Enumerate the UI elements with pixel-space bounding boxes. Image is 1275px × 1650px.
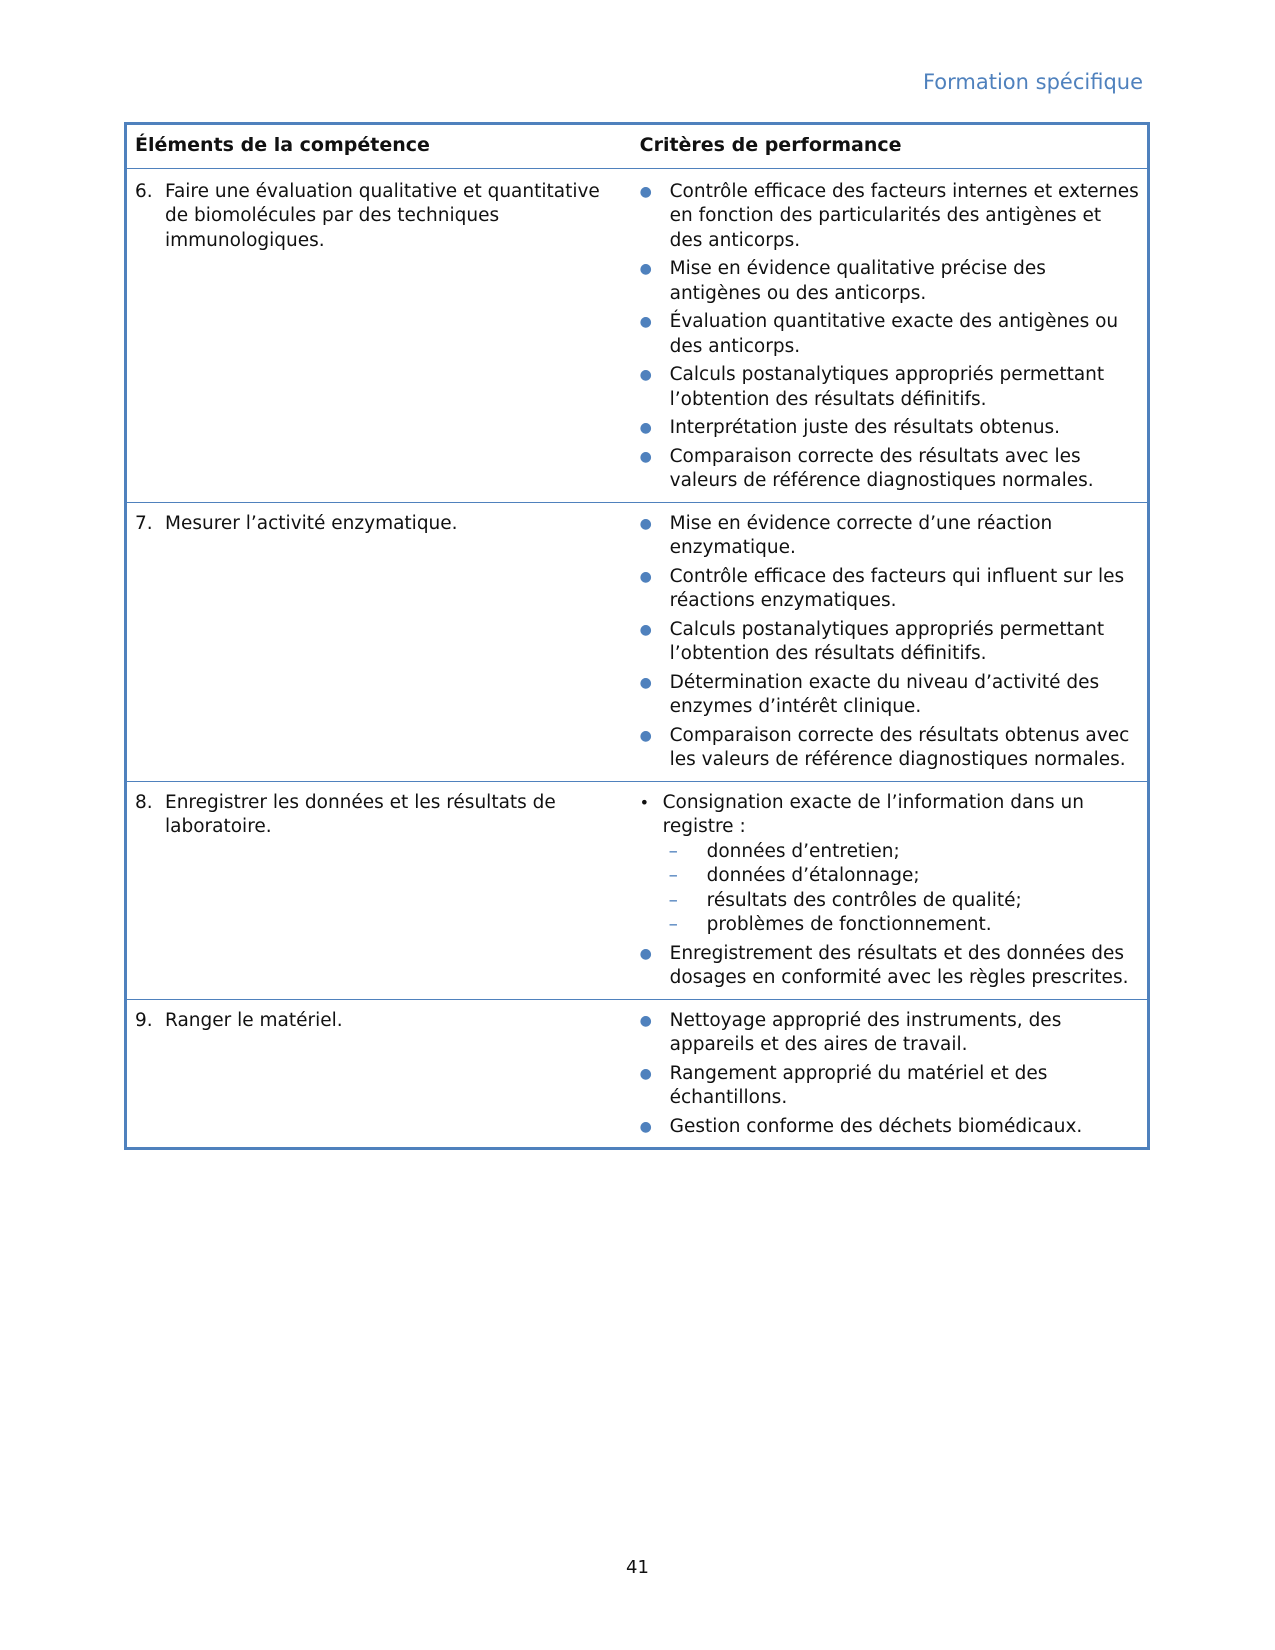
list-item: ● Calculs postanalytiques appropriés permettant l’obtention des résultats définitifs. [639,618,1105,664]
element-number: 7. [135,512,153,534]
element-cell [126,999,632,1149]
table-header-row [126,124,1149,169]
bullet-icon: ● [639,945,652,962]
bullet-icon: ● [639,674,652,691]
sub-list [663,840,1139,938]
bullet-icon: ● [639,727,652,744]
list-item: ● Comparaison correcte des résultats obtenus avec les valeurs de référence diagnostiques normales. [639,724,1130,770]
list-item: ● Comparaison correcte des résultats avec les valeurs de référence diagnostiques normales. [639,445,1094,491]
element-text: Mesurer l’activité enzymatique. [165,512,458,534]
list-item: ● Évaluation quantitative exacte des antigènes ou des anticorps. [639,311,1119,357]
bullet-icon: ● [639,621,652,638]
bullet-icon: ● [639,1065,652,1082]
element-text: Enregistrer les données et les résultats de laboratoire. [165,791,556,837]
bullet-icon: ● [639,448,652,465]
list-item: ● Nettoyage approprié des instruments, des appareils et des aires de travail. [639,1009,1062,1055]
list-item: ● Calculs postanalytiques appropriés permettant l’obtention des résultats définitifs. [639,364,1105,410]
bullet-icon: ● [639,568,652,585]
element-number: 9. [135,1009,153,1031]
sub-list-item: – résultats des contrôles de qualité; [663,889,1139,914]
element-number: 6. [135,180,153,202]
criteria-cell [632,168,1149,502]
list-item: ● Enregistrement des résultats et des données des dosages en conformité avec les règles prescrites. [639,942,1129,988]
list-item: ● Gestion conforme des déchets biomédicaux. [640,1115,1139,1140]
bullet-icon: ● [639,1118,652,1135]
column-header-criteria: Critères de performance [639,134,902,156]
list-item: ● Mise en évidence correcte d’une réaction enzymatique. [639,512,1053,558]
dash-icon: – [668,889,678,911]
dash-icon: – [668,865,678,886]
element-number: 8. [135,791,153,813]
section-title: Formation spécifique [922,70,1143,94]
element-cell [126,168,632,502]
sub-list-item: – problèmes de fonctionnement. [663,913,1139,938]
element-cell [126,781,632,999]
bullet-icon: ● [639,420,652,436]
element-text: Ranger le matériel. [165,1009,343,1031]
list-item: ● Contrôle efficace des facteurs qui influent sur les réactions enzymatiques. [639,565,1125,611]
dash-icon: – [668,840,678,862]
list-item: ● Contrôle efficace des facteurs internes et externes en fonction des particularités des antigènes et des anticorps. [639,180,1139,251]
criteria-cell [632,999,1149,1149]
table-row [126,502,1149,781]
list-item: ● Interprétation juste des résultats obtenus. [640,416,1139,441]
column-header-elements: Éléments de la compétence [135,134,430,156]
bullet-icon: ● [639,183,652,200]
list-item: • Consignation exacte de l’information dans un registre : – données d’entretien; – données d’étalonnage; – résultats des contrôles de qualité; – problèmes de fonctionnement. [640,791,1139,938]
sub-list-item: – données d’entretien; [663,840,1139,865]
dash-icon: – [668,914,678,935]
page-number: 41 [626,1557,649,1578]
list-item: ● Mise en évidence qualitative précise des antigènes ou des anticorps. [639,258,1046,304]
bullet-icon: ● [639,314,652,330]
competence-table [124,122,1150,1150]
list-item: ● Rangement approprié du matériel et des échantillons. [639,1062,1048,1108]
element-text: Faire une évaluation qualitative et quantitative de biomolécules par des techniques immunologiques. [165,180,600,251]
bullet-icon: ● [639,515,652,532]
table-row [126,999,1149,1149]
criteria-cell [632,781,1149,999]
table-row [126,168,1149,502]
bullet-icon: ● [639,1012,652,1029]
bullet-icon: ● [639,367,652,383]
element-cell [126,502,632,781]
sub-list-item: – données d’étalonnage; [663,864,1139,889]
list-item: ● Détermination exacte du niveau d’activité des enzymes d’intérêt clinique. [639,671,1100,717]
criteria-cell [632,502,1149,781]
bullet-icon: ● [639,261,652,277]
table-row [126,781,1149,999]
bullet-icon: • [639,792,650,812]
